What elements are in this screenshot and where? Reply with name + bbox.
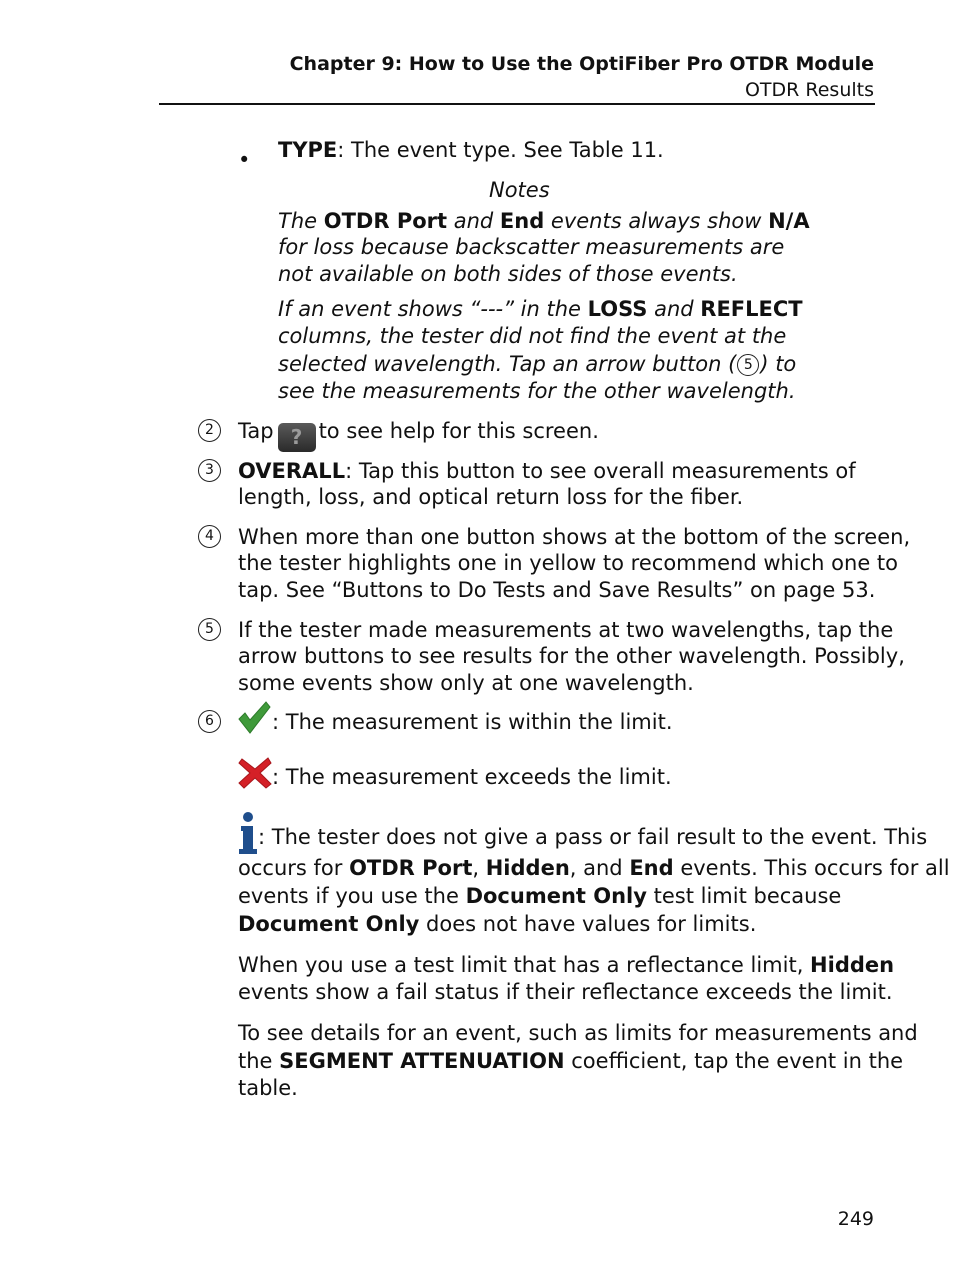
info-line-1: : The tester does not give a pass or fail result to the event. This bbox=[258, 825, 928, 849]
details-para-line-2: the SEGMENT ATTENUATION coefficient, tap the event in the bbox=[238, 1049, 904, 1073]
section-header: OTDR Results bbox=[744, 79, 874, 101]
callout-4: 4 bbox=[198, 525, 221, 548]
item-5-line-3: some events show only at one wavelength. bbox=[238, 671, 694, 695]
note-2-line-3: selected wavelength. Tap an arrow button ( 5 ) to bbox=[278, 352, 797, 376]
callout-5-inline: 5 bbox=[737, 354, 759, 376]
note-2-line-4: see the measurements for the other wavelength. bbox=[278, 379, 796, 403]
item-3-line-1: OVERALL: Tap this button to see overall measurements of bbox=[238, 459, 856, 483]
info-line-3: events if you use the Document Only test limit because bbox=[238, 884, 842, 908]
item-5-line-1: If the tester made measurements at two wavelengths, tap the bbox=[238, 618, 894, 642]
bullet-marker: • bbox=[238, 148, 251, 172]
info-icon bbox=[238, 811, 258, 855]
page-number: 249 bbox=[837, 1208, 874, 1230]
note-2-line-2: columns, the tester did not find the event at the bbox=[278, 324, 787, 348]
note-1-line-1: The OTDR Port and End events always show N/A bbox=[278, 209, 810, 233]
details-para-line-1: To see details for an event, such as limits for measurements and bbox=[238, 1021, 918, 1045]
details-para-line-3: table. bbox=[238, 1076, 298, 1100]
item-2-text: Tap ? to see help for this screen. bbox=[238, 418, 599, 452]
item-5-line-2: arrow buttons to see results for the other wavelength. Possibly, bbox=[238, 644, 905, 668]
note-2-line-1: If an event shows “---” in the LOSS and REFLECT bbox=[278, 297, 803, 321]
note-1-line-3: not available on both sides of those events. bbox=[278, 262, 738, 286]
info-line-2: occurs for OTDR Port, Hidden, and End events. This occurs for all bbox=[238, 856, 950, 880]
item-4-line-3: tap. See “Buttons to Do Tests and Save Results” on page 53. bbox=[238, 578, 876, 602]
type-bullet-text: TYPE: The event type. See Table 11. bbox=[278, 138, 664, 162]
callout-5: 5 bbox=[198, 618, 221, 641]
item-3-line-2: length, loss, and optical return loss for the fiber. bbox=[238, 485, 744, 509]
fail-x-icon bbox=[238, 757, 272, 789]
pass-checkmark-icon bbox=[237, 700, 271, 734]
fail-text: : The measurement exceeds the limit. bbox=[272, 765, 672, 789]
notes-title: Notes bbox=[489, 178, 550, 202]
info-line-4: Document Only does not have values for limits. bbox=[238, 912, 757, 936]
header-rule bbox=[159, 103, 875, 105]
chapter-header: Chapter 9: How to Use the OptiFiber Pro OTDR Module bbox=[289, 53, 874, 75]
note-1-line-2: for loss because backscatter measurements are bbox=[278, 235, 785, 259]
help-button-icon: ? bbox=[278, 423, 316, 452]
callout-3: 3 bbox=[198, 459, 221, 482]
callout-6: 6 bbox=[198, 710, 221, 733]
reflectance-para-line-1: When you use a test limit that has a reflectance limit, Hidden bbox=[238, 953, 895, 977]
item-4-line-2: the tester highlights one in yellow to recommend which one to bbox=[238, 551, 899, 575]
callout-2: 2 bbox=[198, 419, 221, 442]
reflectance-para-line-2: events show a fail status if their reflectance exceeds the limit. bbox=[238, 980, 893, 1004]
item-4-line-1: When more than one button shows at the bottom of the screen, bbox=[238, 525, 911, 549]
pass-text: : The measurement is within the limit. bbox=[272, 710, 673, 734]
